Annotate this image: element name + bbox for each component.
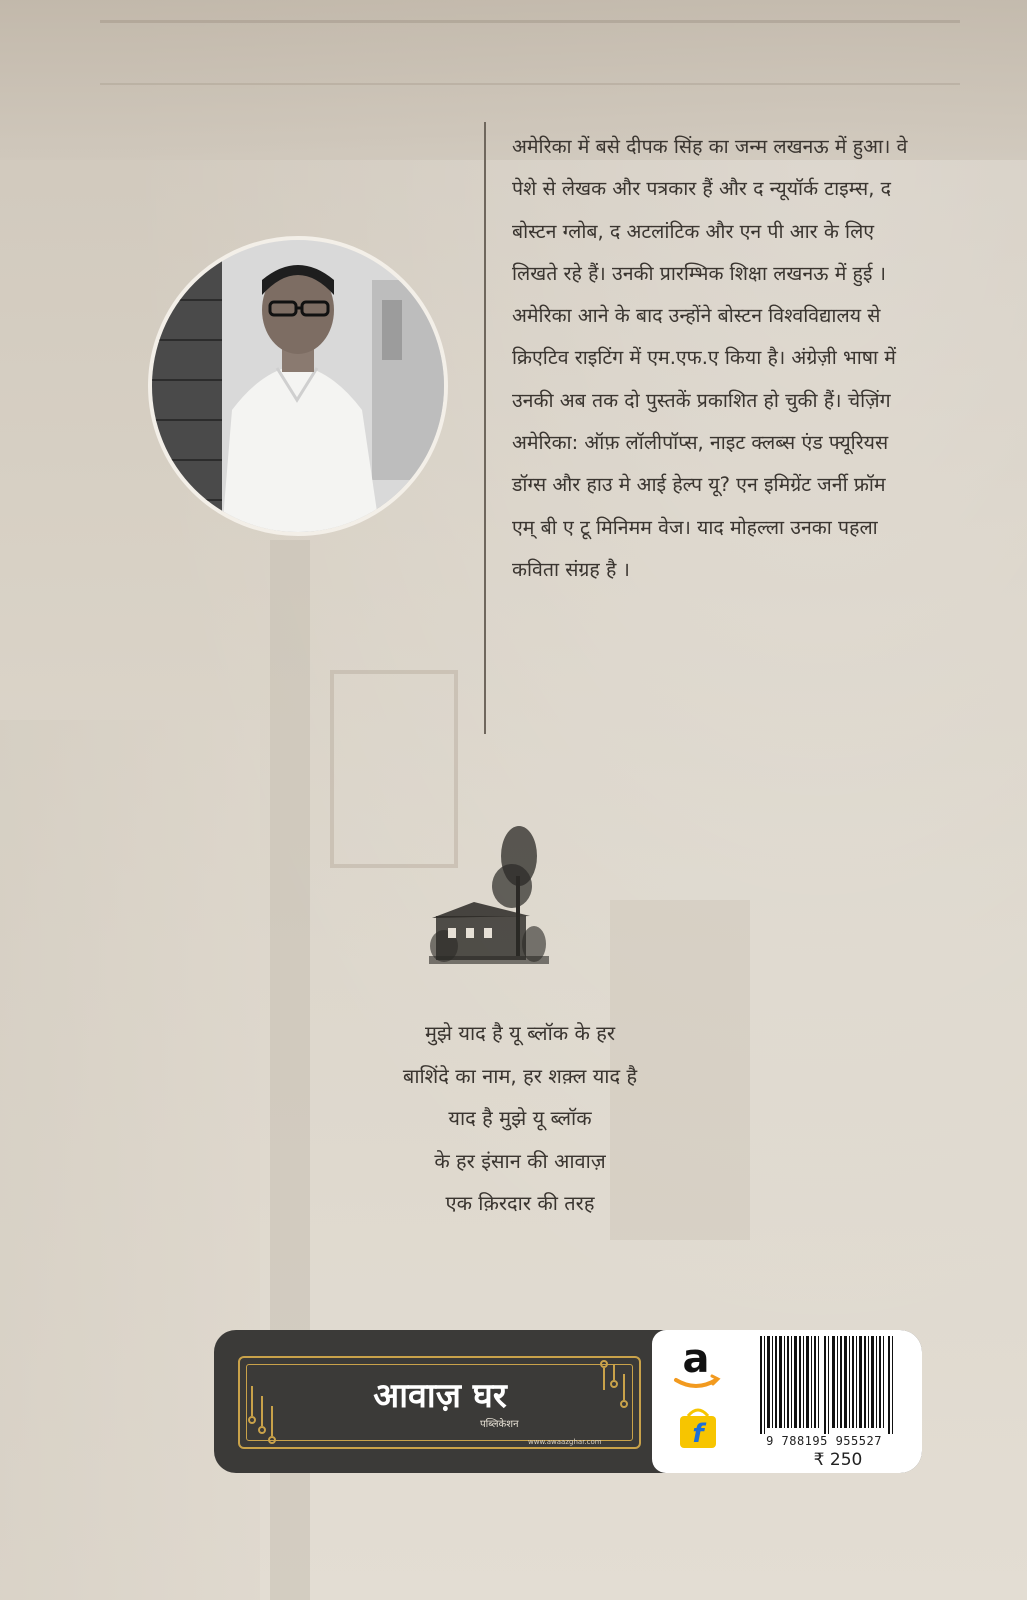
price-label: ₹ 250 [813,1450,863,1470]
poem-line: एक क़िरदार की तरह [445,1191,595,1215]
house-sketch-illustration [424,816,554,986]
publisher-name: आवाज़ घर [373,1376,507,1416]
svg-text:a: a [682,1338,710,1382]
author-photo [148,236,448,536]
background-railing [100,20,960,85]
poem-line: याद है मुझे यू ब्लॉक [448,1106,592,1130]
amazon-icon [668,1338,724,1394]
poem-line: के हर इंसान की आवाज़ [434,1148,606,1173]
poem-line: मुझे याद है यू ब्लॉक के हर [424,1021,616,1045]
author-bio: अमेरिका में बसे दीपक सिंह का जन्म लखनऊ में हुआ। वे पेशे से लेखक और पत्रकार हैं और द न्यूयॉर्क टाइम्स, द बोस्टन ग्लोब, द अटलांटिक और एन पी आर के लिए लिखते रहे हैं। उनकी प्रारम्भिक शिक्षा लखनऊ में हुई । अमेरिका आने के बाद उन्होंने बोस्टन विश्वविद्यालय से क्रिएटिव राइटिंग में एम.एफ.ए किया है। अंग्रेज़ी भाषा में उनकी अब तक दो पुस्तकें प्रकाशित हो चुकी हैं। चेज़िंग अमेरिका: ऑफ़ लॉलीपॉप्स, नाइट क्लब्स एंड फ्यूरियस डॉग्स और हाउ मे आई हेल्प यू? एन इमिग्रेंट जर्नी फ्रॉम एम् बी ए टू मिनिमम वेज। याद मोहल्ला उनका पहला कविता संग्रह है । [512,135,908,581]
poem-excerpt [290,1012,750,1225]
barcode-icon [760,1336,896,1434]
bio-divider [484,122,486,734]
poem-line: बाशिंदे का नाम, हर शक़्ल याद है [402,1063,638,1088]
publisher-website: www.awaazghar.com [528,1438,602,1446]
ornament-right-icon [596,1360,636,1420]
flipkart-icon [676,1404,720,1450]
svg-text:f: f [692,1419,704,1449]
ornament-left-icon [246,1386,286,1446]
isbn-number: 9 788195 955527 [766,1434,882,1448]
background-wall [0,720,260,1600]
publisher-subtitle: पब्लिकेशन [480,1419,519,1430]
